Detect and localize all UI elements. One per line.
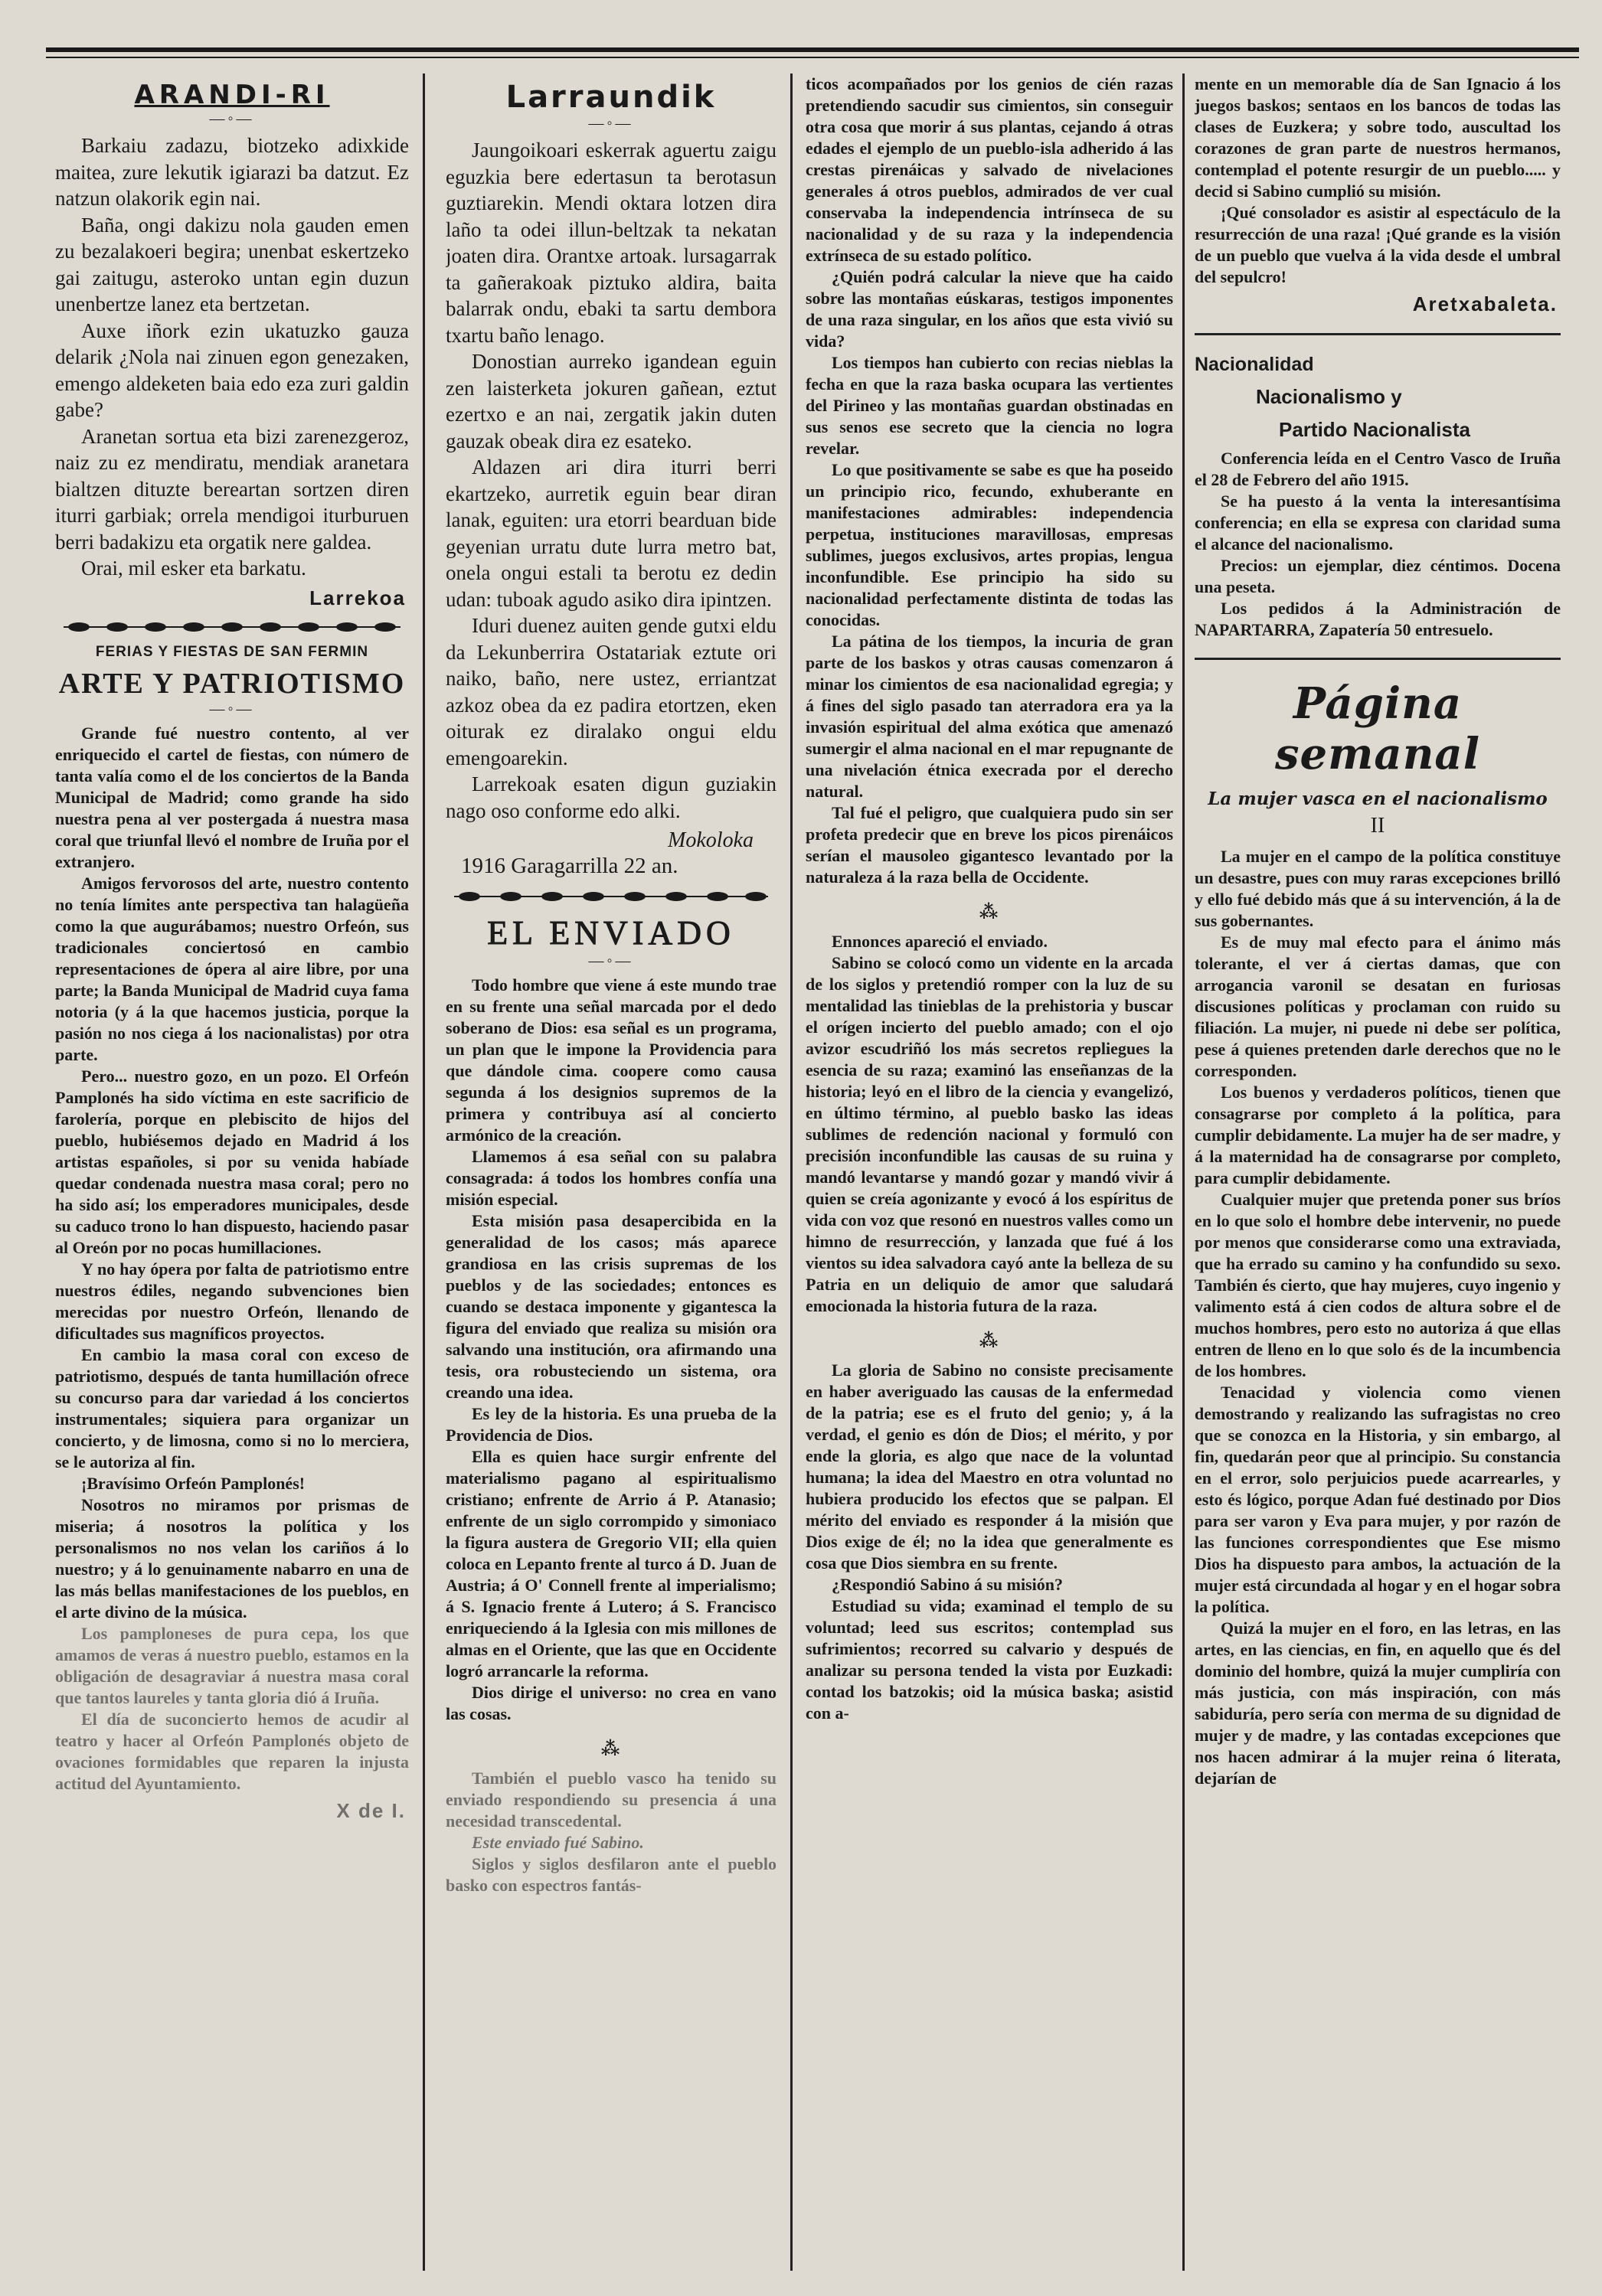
column-rule: [1182, 73, 1185, 2271]
paragraph: Orai, mil esker eta barkatu.: [81, 557, 306, 580]
paragraph: También el pueblo vasco ha tenido su enviado respondiendo su presencia á una necesidad transcedental.: [446, 1768, 776, 1831]
ornament-divider-icon: [64, 621, 400, 633]
article-body-arte: [55, 723, 409, 1795]
title-dash: —◦—: [588, 952, 634, 969]
notice-title-line-1: Nacionalidad: [1195, 354, 1314, 375]
article-body-mujer: [1195, 846, 1561, 1789]
column-3: [806, 73, 1173, 2263]
paragraph: Cualquier mujer que pretenda poner sus bríos en lo que solo el hombre debe intervenir, no puede por menos que considerarse como una extraviada, que ha errado su camino y ha confundido su sexo. También és cierto, que hay mujeres, cuyo ingenio y valimento está á cien codos de altura sobre el de muchos hombres, pero esto no autoriza á que ellas entren de lleno en lo que solo és de la incumbencia de los hombres.: [1195, 1190, 1561, 1380]
paragraph: Pero... nuestro gozo, en un pozo. El Orfeón Pamplonés ha sido víctima en este sacrificio de farolería, porque en plebiscito de hijos del pueblo, hubiésemos dejado en Madrid á los artistas españoles, si por su venida habíade quedar condenada nuestra masa coral; pero no ha sido así; los emperadores municipales, desde su caduco trono lo han dispuesto, haciendo pasar al Oreón por no pocas humillaciones.: [55, 1066, 409, 1257]
paragraph: Se ha puesto á la venta la interesantísima conferencia; en ella se expresa con claridad suma el alcance del nacionalismo.: [1195, 492, 1561, 554]
paragraph: La pátina de los tiempos, la incuria de gran parte de los baskos y otras causas comenzaron á minar los cimientos de esa nacionalidad egregia; y á fines del siglo pasado tan aterradora era ya la invasión espiritual del alma exótica que amenazó sumergir el alma nacional en el mar repugnante de una nivelación étnica execrada por el derecho natural.: [806, 632, 1173, 801]
paragraph: El día de suconcierto hemos de acudir al teatro y hacer al Orfeón Pamplonés objeto de ovaciones formidables que reparen la injusta actitud del Ayuntamiento.: [55, 1709, 409, 1793]
paragraph: ¿Respondió Sabino á su misión?: [832, 1575, 1063, 1594]
column-4: [1195, 73, 1561, 2263]
column-rule: [790, 73, 793, 2271]
article-part-number: II: [1370, 814, 1385, 838]
paragraph: La mujer en el campo de la política constituye un desastre, pues con muy raras excepciones brilló y ello fué debido más que á su intervención, á la de sus gobernantes.: [1195, 847, 1561, 930]
article-title-enviado: EL ENVIADO: [487, 913, 735, 952]
top-rule-thin: [46, 57, 1579, 58]
article-subtitle-mujer: La mujer vasca en el nacionalismo: [1208, 789, 1548, 809]
section-stars-icon: ⁂: [600, 1739, 622, 1759]
signature-mokoloka: Mokoloka: [668, 828, 754, 852]
paragraph: Los buenos y verdaderos políticos, tienen que consagrarse por completo á la política, para cumplir debidamente. La mujer ha de ser madre, y á la maternidad ha de consagrarse por completo, para cumplir debidamente.: [1195, 1083, 1561, 1187]
notice-body: [1195, 448, 1561, 641]
paragraph: Baña, ongi dakizu nola gauden emen zu bezalakoeri begira; unenbat eskertzeko gai zaitugu, asteroko untan egin duzun unenbertze lanez eta bertzetan.: [55, 213, 409, 315]
paragraph: Amigos fervorosos del arte, nuestro contento no tenía límites ante perspectiva tan halagüeña como la que augurábamos; nuestro Orfeón, sus tradicionales conciertosó en cambio representaciones de ópera al aire libre, por una parte; la Banda Municipal de Madrid cuya fama notoria (y á la que hacemos justicia, porque la pasión no nos ciega á los nacionalistas) por otra parte.: [55, 873, 409, 1064]
paragraph: Donostian aurreko igandean eguin zen laisterketa jokuren gañean, eztut ezertxo e an nai, zergatik jakin duten gauzak obeak dira ez esateko.: [446, 350, 776, 452]
paragraph: ticos acompañados por los genios de cién razas pretendiendo sacudir sus cimientos, sin conseguir otra cosa que morir á sus plantas, cejando á otras edades el ejemplo de un pueblo-isla adherido á las crestas pirenáicas y salvado de nivelaciones generales á otros pueblos, admirados de ver cual conservaba la independencia intrínseca de su nacionalidad y de su raza y la independencia extrínseca de su estado político.: [806, 74, 1173, 265]
paragraph: Estudiad su vida; examinad el templo de su voluntad; leed sus escritos; contemplad sus sufrimientos; recorred su calvario y después de analizar su persona tended la vista por Euzkadi: contad los batzokis; oid la música baska; asistid con a-: [806, 1596, 1173, 1723]
article-body-arandi: [55, 132, 409, 582]
article-title-arte: ARTE Y PATRIOTISMO: [58, 667, 406, 700]
paragraph: Nosotros no miramos por prismas de miseria; á nosotros la política y los personalismos no nos velan los cariños á lo nuestro; y á lo genuinamente nabarro en una de las más bellas manifestaciones de los pueblos, en el arte divino de la música.: [55, 1494, 409, 1622]
article-body-enviado: [446, 975, 776, 1896]
paragraph: Barkaiu zadazu, biotzeko adixkide maitea, zure lekutik igiarazi ba datzut. Ez natzun olakorik egin nai.: [55, 134, 409, 210]
section-stars-icon: ⁂: [979, 903, 1000, 923]
section-rule: [1195, 333, 1561, 335]
section-stars-icon: ⁂: [979, 1331, 1000, 1351]
paragraph: Sabino se colocó como un vidente en la arcada de los siglos y pretendió romper con la luz de su mentalidad las tinieblas de la prehistoria y buscar el orígen incierto del pueblo amado; con el ojo avizor escudriñó los más secretos repliegues la esencia de su raza; examinó las enseñanzas de la historia; leyó en el libro de la ciencia y evangelizó, en último término, al pueblo basko las ideas sublimes de redención nacional y formuló con precisión inconfundible las causas de su ruina y mandó levantarse y mandó gozar y mandó vivir á quien se creía agonizante y evocó á los espíritus de vida con voz que resonó en nuestros valles como un himno de resurrección, y lanzada que fué á los vientos su idea salvadora cayó ante la belleza de su Patria en un deliquio de amor que saludará emocionada la historia futura de la raza.: [806, 953, 1173, 1315]
paragraph: Larrekoak esaten digun guziakin nago oso conforme edo alki.: [446, 772, 776, 822]
article-kicker-ferias: FERIAS Y FIESTAS DE SAN FERMIN: [95, 643, 369, 660]
paragraph: Grande fué nuestro contento, al ver enriquecido el cartel de fiestas, con número de tanta valía como el de los conciertos de la Banda Municipal de Madrid; como grande ha sido nuestra pena al ver postergada á nuestra masa coral que triunfal llevó el nombre de Iruña por el extranjero.: [55, 723, 409, 871]
paragraph: En cambio la masa coral con exceso de patriotismo, después de tanta humillación ofrece su concurso para dar variedad á los conciertos instrumentales; siquiera para organizar un concierto, y de limosna, como si no lo merciera, se le autoriza al fin.: [55, 1344, 409, 1471]
article-body-enviado-continued: [806, 73, 1173, 1724]
article-body-enviado-ending: [1195, 73, 1561, 288]
article-body-larraundik: [446, 137, 776, 824]
paragraph: Esta misión pasa desapercibida en la generalidad de los casos; más aparece grandiosa en las crisis supremas de los pueblos y de las sociedades; entonces es cuando se destaca imponente y gigantesca la figura del enviado que realiza su misión ora salvando una institución, ora afirmando una tesis, ora robusteciendo un sistema, ora creando una idea.: [446, 1210, 776, 1402]
paragraph: Auxe iñork ezin ukatuzko gauza delarik ¿Nola nai zinuen egon genezaken, emengo aldeketen baia edo eza zuri galdin gabe?: [55, 318, 409, 421]
column-2: [446, 73, 776, 2263]
section-title-pagina-semanal: Página semanal: [1275, 678, 1480, 779]
paragraph: Tal fué el peligro, que cualquiera pudo sin ser profeta predecir que en breve los picos pirenáicos serían el mausoleo gigantesco levantado por la naturaleza á la raza bella de Occidente.: [806, 803, 1173, 887]
paragraph: ¡Bravísimo Orfeón Pamplonés!: [81, 1473, 306, 1493]
paragraph: ¿Quién podrá calcular la nieve que ha caido sobre las montañas eúskaras, testigos imponentes de una raza singular, en los años que esta vivió su vida?: [806, 267, 1173, 351]
paragraph: Ella es quien hace surgir enfrente del materialismo pagano al espiritualismo cristiano; enfrente de Arrio á P. Atanasio; enfrente de un siglo corrompido y simoniaco la figura austera de Gregorio VII; ella quien coloca en Lepanto frente al turco á D. Juan de Austria; á O' Connell frente al imperialismo; á S. Ignacio frente á Lutero; á S. Francisco enriqueciendo á la Iglesia con mis millones de almas en el Oriente, que las que en Occidente logró arrancarle la reforma.: [446, 1446, 776, 1680]
notice-title-line-2: Nacionalismo y: [1256, 385, 1402, 408]
paragraph: Precios: un ejemplar, diez céntimos. Docena una peseta.: [1195, 556, 1561, 596]
paragraph: ¡Qué consolador es asistir al espectáculo de la resurrección de una raza! ¡Qué grande es la visión de un pueblo que vuelva á la vida desde el umbral del sepulcro!: [1195, 203, 1561, 286]
ornament-divider-icon: [454, 890, 768, 903]
paragraph: Y no hay ópera por falta de patriotismo entre nuestros édiles, negando subvenciones bien merecidas por nuestro Orfeón, llenando de dificultades sus magníficos proyectos.: [55, 1259, 409, 1343]
notice-title-line-3: Partido Nacionalista: [1279, 418, 1470, 441]
title-dash: —◦—: [588, 115, 634, 132]
article-title-arandi: ARANDI-RI: [134, 80, 330, 110]
signature-larrekoa: Larrekoa: [309, 586, 406, 609]
paragraph: Este enviado fué Sabino.: [472, 1832, 644, 1852]
column-rule: [423, 73, 425, 2271]
paragraph: Dios dirige el universo: no crea en vano las cosas.: [446, 1682, 776, 1723]
top-rule: [46, 47, 1579, 52]
paragraph: Quizá la mujer en el foro, en las letras, en las artes, en las ciencias, en fin, en aquello que és del dominio del hombre, quizá la mujer cumpliría con más justicia, con más inspiración, con más sabiduría, pero sería con merma de su dignidad de mujer y de madre, y las contadas excepciones que nos hacen admirar á la mujer reina ó literata, dejarían de: [1195, 1618, 1561, 1788]
dateline: 1916 Garagarrilla 22 an.: [461, 854, 678, 878]
article-title-larraundik: Larraundik: [505, 80, 717, 115]
paragraph: Ennonces apareció el enviado.: [832, 932, 1048, 951]
paragraph: Siglos y siglos desfilaron ante el pueblo basko con espectros fantás-: [446, 1853, 776, 1895]
paragraph: Llamemos á esa señal con su palabra consagrada: á todos los hombres confía una misión especial.: [446, 1146, 776, 1209]
column-1: [55, 73, 409, 2263]
paragraph: mente en un memorable día de San Ignacio á los juegos baskos; sentaos en los bancos de todas las clases de Euzkera; y sobre todo, auscultad los corazones de gran parte de nuestros hermanos, contemplad el potente resurgir de un pueblo..... y decid si Sabino cumplió su misión.: [1195, 74, 1561, 201]
paragraph: Conferencia leída en el Centro Vasco de Iruña el 28 de Febrero del año 1915.: [1195, 449, 1561, 489]
paragraph: Aranetan sortua eta bizi zarenezgeroz, naiz zu ez mendiratu, mendiak aranetara bialtzen dituzte bereartan sortzen diren iturri garbiak; orrela mendigoi iturburuen berri badakizu eta orgatik nere galdea.: [55, 424, 409, 554]
paragraph: Iduri duenez auiten gende gutxi eldu da Lekunberrira Ostatariak eztute ori naiko, baño, nere ustez, erriantzat azkoz obea da ez padira etortzen, eken oiturak ez diralako ongui eldu emengoarekin.: [446, 614, 776, 769]
section-rule: [1195, 658, 1561, 660]
paragraph: Jaungoikoari eskerrak aguertu zaigu eguzkia bere edertasun ta berotasun guztiarekin. Mendi oktara lotzen dira laño ta odei illun-beltzak ta nekatan joaten dira. Orantxe artoak. lursagarrak ta gañerakoak piztuko aldira, baita balarrak ondu, ebaki ta sartu dembora txartu baño lenago.: [446, 139, 776, 347]
paragraph: Aldazen ari dira iturri berri ekartzeko, aurretik eguin bear diran lanak, eguiten: ura etorri bearduan bide geyenian urratu dute lurra metro bat, onela ongui estali ta berotu ez dedin udan: tuboak agudo asiko dira ipintzen.: [446, 456, 776, 611]
signature-aretxabaleta: Aretxabaleta.: [1412, 292, 1558, 315]
paragraph: Tenacidad y violencia como vienen demostrando y realizando las sufragistas no creo que se conozca en la Historia, y sin embargo, al fin, quedarán peor que al principio. Su constancia en el error, solo perjuicios puede acarrearles, y esto és lógico, porque Adan fué destinado por Dios para ser varon y Eva para mujer, y por razón de las funciones correspondientes que Ese mismo Dios ha dispuesto para ambos, la actuación de la mujer está circundada al hogar y en el hogar sobra la política.: [1195, 1383, 1561, 1616]
paragraph: Los pedidos á la Administración de NAPARTARRA, Zapatería 50 entresuelo.: [1195, 599, 1561, 639]
title-dash: —◦—: [209, 700, 255, 717]
signature-x-de-i: X de I.: [336, 1798, 406, 1822]
paragraph: Es ley de la historia. Es una prueba de la Providencia de Dios.: [446, 1403, 776, 1445]
paragraph: La gloria de Sabino no consiste precisamente en haber averiguado las causas de la enfermedad de la patria; ese es el fruto del genio; y, á la verdad, el genio es dón de Dios; el mérito, y por ende la gloria, es algo que nace de la voluntad humana; la idea del Maestro en otra voluntad no hubiera producido los efectos que se palpan. El mérito del enviado es responder á la misión que Dios exige de él; no la idea que generalmente es cosa que Dios siembra en su frente.: [806, 1360, 1173, 1573]
paragraph: Es de muy mal efecto para el ánimo más tolerante, el ver á ciertas damas, que con arrogancia varonil se desatan en furiosas discusiones políticas y proclaman con ruido su filiación. La mujer, ni puede ni debe ser política, pese á quienes pretenden darle derechos que no le corresponden.: [1195, 932, 1561, 1080]
title-dash: —◦—: [209, 110, 255, 127]
paragraph: Los pamploneses de pura cepa, los que amamos de veras á nuestro pueblo, estamos en la obligación de desagraviar á nuestra masa coral que tantos laureles y tanta gloria dió á Iruña.: [55, 1623, 409, 1707]
paragraph: Los tiempos han cubierto con recias nieblas la fecha en que la raza baska ocupara las vertientes del Pirineo y las montañas guardan obstinadas en sus senos ese secreto que la ciencia no logra revelar.: [806, 353, 1173, 458]
paragraph: Todo hombre que viene á este mundo trae en su frente una señal marcada por el dedo soberano de Dios: esa señal es un programa, un plan que le impone la Providencia para que dándole cima. coopere como causa segunda á los designios supremos de la primera y contribuya así al concierto armónico de la creación.: [446, 975, 776, 1145]
paragraph: Lo que positivamente se sabe es que ha poseido un principio rico, fecundo, exhuberante en manifestaciones admirables: independencia perpetua, instituciones maravillosas, empresas sublimes, juegos exclusivos, artes propias, lengua inconfundible. Ese principio ha sido su nacionalidad perfectamente distinta de todas las conocidas.: [806, 460, 1173, 629]
